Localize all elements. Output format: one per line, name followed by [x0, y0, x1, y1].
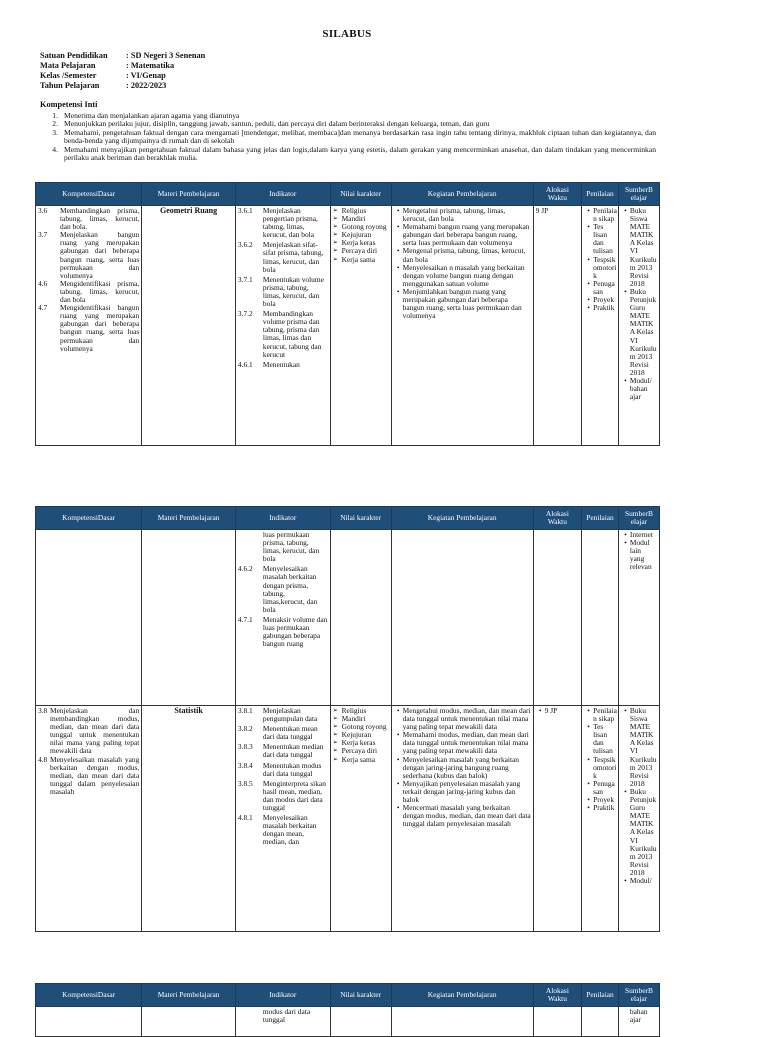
header-row — [36, 183, 660, 206]
nilai-text: Religius — [341, 706, 367, 715]
nilai-text: Gotong royong — [341, 222, 387, 232]
header-penilaian: Penilaian — [582, 507, 619, 530]
list-item — [394, 264, 531, 288]
document-title: SILABUS — [322, 28, 372, 40]
identity-value: : VI/Genap — [126, 71, 166, 80]
arrow-bullet-icon: ➢ — [332, 731, 339, 739]
bullet-icon: • — [396, 206, 400, 215]
arrow-bullet-icon: ➢ — [332, 247, 339, 255]
kd-cell — [36, 1007, 142, 1037]
nilai-text: Percaya diri — [341, 746, 378, 756]
header-alokasi: Alokasi Waktu — [533, 507, 581, 530]
list-item — [584, 756, 616, 780]
indikator-number: 3.7.2 — [237, 309, 253, 319]
alokasi-cell — [533, 530, 581, 706]
header-materi: Materi Pembelajaran — [142, 183, 236, 206]
arrow-bullet-icon: ➢ — [332, 707, 339, 714]
header-alokasi: Alokasi Waktu — [533, 183, 581, 206]
nilai-cell — [330, 530, 391, 706]
bullet-icon: • — [538, 706, 542, 715]
alokasi-cell — [533, 706, 581, 932]
sumber-text: Modul lain yang relevan — [629, 538, 652, 572]
indikator-number: 3.8.4 — [237, 760, 253, 770]
kegiatan-text: Menyelesaikan n masalah yang berkaitan dengan volume bangun ruang dengan menggunakan satuan volume — [402, 262, 525, 288]
list-item — [394, 804, 531, 828]
indikator-text: Menginterpreta sikan hasil mean, median, dan modus dari data tunggal — [262, 778, 326, 813]
indikator-text: Menyelesaikan masalah berkaitan dengan prisma, tabung, limas,kerucut, dan bola — [262, 564, 318, 614]
bullet-icon: • — [587, 206, 590, 215]
header-kegiatan: Kegiatan Pembelajaran — [391, 984, 533, 1007]
penilaian-text: Tespsik omotori k — [593, 754, 617, 780]
kegiatan-cell — [391, 706, 533, 932]
ki-item — [40, 129, 656, 146]
bullet-icon: • — [396, 803, 400, 813]
arrow-bullet-icon: ➢ — [332, 723, 339, 731]
header-indikator: Indikator — [235, 183, 330, 206]
identity-value: : Matematika — [126, 61, 175, 70]
indikator-number: 4.6.2 — [237, 564, 253, 574]
bullet-icon: • — [396, 778, 400, 788]
ki-number: 1. — [52, 111, 58, 120]
syllabus-table-1 — [35, 182, 660, 446]
bullet-icon: • — [587, 795, 590, 805]
header-materi: Materi Pembelajaran — [142, 507, 236, 530]
alokasi-cell — [533, 1007, 581, 1037]
bullet-icon: • — [396, 246, 400, 256]
ki-number: 4. — [52, 144, 58, 154]
nilai-text: Gotong royong — [341, 722, 387, 732]
header-alokasi: Alokasi Waktu — [533, 984, 581, 1007]
bullet-icon: • — [624, 538, 627, 548]
penilaian-text: Proyek — [593, 295, 615, 305]
penilaian-text: Proyek — [593, 795, 615, 805]
penilaian-text: Penuga san — [593, 278, 615, 296]
bullet-icon: • — [624, 706, 627, 715]
indikator-cell — [235, 706, 330, 932]
nilai-text: Kejujuran — [341, 230, 372, 240]
nilai-text: Percaya diri — [341, 246, 378, 256]
ki-number: 2. — [52, 119, 58, 129]
bullet-icon: • — [587, 706, 590, 715]
bullet-icon: • — [624, 530, 627, 539]
bullet-icon: • — [587, 278, 590, 288]
list-item — [584, 280, 616, 296]
list-item — [584, 304, 616, 312]
list-item — [584, 723, 616, 755]
bullet-icon: • — [396, 286, 400, 296]
indikator-number: 4.8.1 — [237, 813, 253, 823]
nilai-cell — [330, 706, 391, 932]
bullet-icon: • — [587, 754, 590, 764]
arrow-bullet-icon: ➢ — [332, 255, 339, 263]
header-sumber: SumberB elajar — [618, 984, 659, 1007]
list-item — [394, 707, 531, 731]
nilai-cell — [330, 1007, 391, 1037]
indikator-number: 4.6.1 — [237, 359, 253, 369]
indikator-text: modus dari data tunggal — [262, 1007, 311, 1025]
indikator-text: Menjelaskan pengertian prisma, tabung, limas, kerucut, dan bola — [262, 206, 318, 240]
header-sumber: SumberB elajar — [618, 507, 659, 530]
kegiatan-text: Mencermati masalah yang berkaitan dengan modus, median, dan mean dari data tunggal dalam penyelesaian masalah — [402, 803, 531, 829]
sumber-cell — [618, 706, 659, 932]
header-materi: Materi Pembelajaran — [142, 984, 236, 1007]
list-item — [394, 207, 531, 223]
penilaian-text: Tes lisan dan tulisan — [593, 722, 613, 756]
indikator-text: Menentukan — [262, 359, 300, 369]
list-item — [621, 877, 657, 885]
ki-list — [40, 112, 656, 162]
kegiatan-text: Mengenal prisma, tabung, limas, kerucut, dan bola — [402, 246, 526, 264]
indikator-text: Menjelaskan sifat-sifat prisma, tabung, limas, kerucut, dan bola — [262, 240, 324, 274]
identity-value: : SD Negeri 3 Senenan — [126, 51, 206, 60]
kd-cell — [36, 530, 142, 706]
kegiatan-text: Mengetahui prisma, tabung, limas, kerucut, dan bola — [402, 206, 506, 224]
kd-number: 3.7 — [38, 230, 48, 240]
indikator-text: Menentukan median dari data tunggal — [262, 742, 324, 760]
kegiatan-text: Menyelesaikan masalah yang berkaitan dengan jaring-jaring bangung ruang sederhana (kubus dan balok) — [402, 754, 519, 780]
bullet-icon: • — [587, 295, 590, 305]
list-item — [584, 707, 616, 723]
list-item — [394, 223, 531, 247]
sumber-text: Buku Siswa MATE MATIK A Kelas VI Kurikulu m 2013 Revisi 2018 — [629, 706, 657, 788]
list-item — [394, 288, 531, 320]
indikator-text: luas permukaan prisma, tabung, limas, kerucut, dan bola — [262, 530, 320, 564]
list-item — [621, 207, 657, 288]
indikator-text: Menentukan volume prisma, tabung, limas, kerucut, dan bola — [262, 274, 324, 309]
arrow-bullet-icon: ➢ — [332, 231, 339, 239]
arrow-bullet-icon: ➢ — [332, 747, 339, 755]
arrow-bullet-icon: ➢ — [332, 215, 339, 223]
arrow-bullet-icon: ➢ — [332, 715, 339, 723]
kegiatan-text: Mengetahui modus, median, dan mean dari data tunggal untuk menentukan nilai mana yang paling tepat mewakili data — [402, 706, 531, 732]
penilaian-cell — [582, 206, 619, 446]
penilaian-cell — [582, 1007, 619, 1037]
kd-number: 4.6 — [38, 278, 48, 288]
nilai-text: Kejujuran — [341, 730, 372, 740]
kegiatan-cell — [391, 1007, 533, 1037]
bullet-icon: • — [624, 375, 627, 385]
bullet-icon: • — [396, 222, 400, 232]
indikator-number: 3.6.2 — [237, 240, 253, 250]
bullet-icon: • — [396, 706, 400, 715]
list-item — [621, 377, 657, 401]
indikator-text: Menentukan mean dari data tunggal — [262, 724, 318, 742]
list-item — [333, 756, 389, 764]
sumber-text: bahan ajar — [629, 1007, 648, 1025]
arrow-bullet-icon: ➢ — [332, 739, 339, 747]
ki-text: Memahami, pengetahuan faktual dengan cara mengamati [mendengar, melihat, membaca]dan menanya berdasarkan rasa ingin tahu tentang dirinya, makhluk ciptaan tuhan dan kegiatannya, dan benda-benda yang dijumpainya di rumah dan di sekolah — [64, 127, 656, 146]
header-nilai: Nilai karakter — [330, 507, 391, 530]
nilai-text: Mandiri — [341, 214, 366, 224]
kd-text: Mengidentifikasi prisma, tabung, limas, kerucut, dan bola — [60, 278, 140, 305]
bullet-icon: • — [587, 303, 590, 313]
kd-cell — [36, 206, 142, 446]
list-item — [584, 804, 616, 812]
sumber-cell — [618, 1007, 659, 1037]
table-row — [36, 530, 660, 706]
ki-text: Memahami menyajikan pengetahuan faktual dalam bahasa yang jelas dan logis,dalam karya yang estetis, dalam gerakan yang mencerminkan anasehat, dan dalam tindakan yang mencerminkan perilaku anak beriman dan berakhlak mulia. — [64, 144, 656, 163]
list-item — [621, 788, 657, 877]
bullet-icon: • — [624, 786, 627, 796]
ki-heading: Kompetensi Inti — [40, 100, 98, 109]
header-kd: KompetensiDasar — [36, 984, 142, 1007]
penilaian-cell — [582, 530, 619, 706]
header-kegiatan: Kegiatan Pembelajaran — [391, 507, 533, 530]
list-item — [394, 780, 531, 804]
kd-text: Menjelaskan dan membandingkan modus, median, dan mean dari data tunggal untuk menentukan nilai mana yang paling tepat mewakili data — [50, 706, 140, 756]
kegiatan-cell — [391, 530, 533, 706]
nilai-text: Kerja keras — [341, 738, 376, 748]
arrow-bullet-icon: ➢ — [332, 223, 339, 231]
syllabus-table-2 — [35, 506, 660, 932]
penilaian-text: Penilaia n sikap — [593, 706, 617, 724]
indikator-number: 4.7.1 — [237, 614, 253, 624]
sumber-text: Modul/ — [629, 875, 652, 885]
kd-cell — [36, 706, 142, 932]
bullet-icon: • — [624, 206, 627, 215]
header-penilaian: Penilaian — [582, 984, 619, 1007]
nilai-text: Kerja sama — [341, 754, 376, 764]
alokasi-text: 9 JP — [544, 706, 558, 715]
header-sumber: SumberB elajar — [618, 183, 659, 206]
indikator-cell — [235, 1007, 330, 1037]
penilaian-text: Penuga san — [593, 778, 615, 796]
arrow-bullet-icon: ➢ — [332, 755, 339, 763]
sumber-text: Internet — [629, 530, 653, 539]
list-item — [584, 223, 616, 255]
identity-key: Tahun Pelajaran — [40, 81, 100, 90]
kd-text: Membandingkan prisma, tabung, limas, kerucut, dan bola. — [60, 206, 140, 232]
list-item — [621, 539, 657, 571]
materi-cell: Statistik — [142, 706, 236, 932]
sumber-cell — [618, 206, 659, 446]
table-row — [36, 706, 660, 932]
nilai-cell — [330, 206, 391, 446]
bullet-icon: • — [396, 730, 400, 740]
nilai-text: Mandiri — [341, 714, 366, 724]
kd-number: 4.8 — [38, 754, 48, 764]
identity-key: Satuan Pendidikan — [40, 51, 108, 60]
materi-cell — [142, 530, 236, 706]
kd-number: 3.6 — [38, 206, 48, 215]
penilaian-text: Praktik — [593, 303, 615, 313]
identity-row — [40, 51, 205, 61]
ki-text: Menerima dan menjalankan ajaran agama yang dianutnya — [64, 111, 240, 120]
bullet-icon: • — [587, 803, 590, 813]
header-row — [36, 507, 660, 530]
kegiatan-text: Memahami bangun ruang yang merupakan gabungan dari beberapa bangun ruang, serta luas permukaan dan volumenya — [402, 222, 530, 248]
header-indikator: Indikator — [235, 984, 330, 1007]
header-nilai: Nilai karakter — [330, 984, 391, 1007]
list-item — [621, 707, 657, 788]
header-indikator: Indikator — [235, 507, 330, 530]
syllabus-table-3 — [35, 983, 660, 1037]
kd-text: Menjelaskan bangun ruang yang merupakan gabungan dari beberapa bangun ruang, serta luas permukaan dan volumenya — [60, 230, 140, 280]
ki-text: Menunjukkan perilaku jujur, disiplin, tanggung jawab, santun, peduli, dan percaya diri dalam berinteraksi dengan keluarga, teman, dan guru — [64, 119, 490, 129]
kd-text: Mengidentifikasi bangun ruang yang merupakan gabungan dari beberapa bangun ruang, serta luas permukaan dan volumenya — [60, 303, 140, 353]
identity-row — [40, 71, 205, 81]
list-item — [584, 256, 616, 280]
identity-value: : 2022/2023 — [126, 81, 167, 90]
indikator-text: Menjelaskan pengumpulan data — [262, 706, 318, 724]
sumber-text: Buku Petunjuk Guru MATE MATIK A Kelas VI Kurikulu m 2013 Revisi 2018 — [629, 286, 657, 377]
sumber-text: Buku Siswa MATE MATIK A Kelas VI Kurikulu m 2013 Revisi 2018 — [629, 206, 657, 288]
kd-text: Menyelesaikan masalah yang berkaitan dengan modus, median, dan mean dari data tunggal dalam penyelesaian masalah — [50, 754, 140, 796]
header-kegiatan: Kegiatan Pembelajaran — [391, 183, 533, 206]
header-row — [36, 984, 660, 1007]
identity-row — [40, 61, 205, 71]
indikator-number: 3.8.2 — [237, 724, 253, 734]
list-item — [394, 756, 531, 780]
bullet-icon: • — [624, 286, 627, 296]
identity-row — [40, 81, 205, 91]
penilaian-cell — [582, 706, 619, 932]
list-item — [584, 207, 616, 223]
indikator-text: Menaksir volume dan luas permukaan gabungan beberapa bangun ruang — [262, 614, 328, 649]
kegiatan-cell — [391, 206, 533, 446]
kegiatan-text: Memahami modus, median, dan mean dari data tunggal untuk menentukan nilai mana yang paling tepat mewakili data — [402, 730, 529, 756]
bullet-icon: • — [624, 875, 627, 885]
bullet-icon: • — [396, 754, 400, 764]
penilaian-text: Penilaia n sikap — [593, 206, 617, 224]
indikator-text: Menentukan modus dari data tunggal — [262, 760, 322, 778]
ki-item — [40, 146, 656, 163]
materi-cell: Geometri Ruang — [142, 206, 236, 446]
list-item — [333, 256, 389, 264]
kd-number: 4.7 — [38, 303, 48, 313]
bullet-icon: • — [587, 222, 590, 232]
sumber-text: Modul/ bahan ajar — [629, 375, 652, 402]
indikator-number: 3.8.5 — [237, 778, 253, 788]
penilaian-text: Praktik — [593, 803, 615, 813]
indikator-number: 3.7.1 — [237, 274, 253, 284]
list-item — [536, 707, 579, 715]
indikator-text: Membandingkan volume prisma dan tabung, prisma dan limas, limas dan kerucut, tabung dan kerucut — [262, 309, 322, 359]
arrow-bullet-icon: ➢ — [332, 239, 339, 247]
arrow-bullet-icon: ➢ — [332, 207, 339, 214]
identity-key: Mata Pelajaran — [40, 61, 96, 70]
header-nilai: Nilai karakter — [330, 183, 391, 206]
list-item — [394, 731, 531, 755]
kd-number: 3.8 — [38, 706, 48, 715]
bullet-icon: • — [587, 254, 590, 264]
materi-cell — [142, 1007, 236, 1037]
list-item — [394, 247, 531, 263]
indikator-number: 3.6.1 — [237, 206, 253, 215]
bullet-icon: • — [396, 262, 400, 272]
header-kd: KompetensiDasar — [36, 507, 142, 530]
penilaian-text: Tes lisan dan tulisan — [593, 222, 613, 256]
indikator-text: Menyelesaikan masalah berkaitan dengan mean, median, dan — [262, 813, 317, 847]
kegiatan-text: Menjumlahkan bangun ruang yang merupakan gabungan dari beberapa bangun ruang, serta luas permukaan dan volumenya — [402, 286, 522, 321]
header-penilaian: Penilaian — [582, 183, 619, 206]
list-item — [621, 288, 657, 377]
penilaian-text: Tespsik omotori k — [593, 254, 617, 280]
nilai-text: Religius — [341, 206, 367, 215]
sumber-text: Buku Petunjuk Guru MATE MATIK A Kelas VI Kurikulu m 2013 Revisi 2018 — [629, 786, 657, 877]
nilai-text: Kerja keras — [341, 238, 376, 248]
sumber-cell — [618, 530, 659, 706]
bullet-icon: • — [587, 778, 590, 788]
identity-block — [40, 51, 205, 91]
header-kd: KompetensiDasar — [36, 183, 142, 206]
indikator-number: 3.8.1 — [237, 706, 253, 715]
bullet-icon: • — [587, 722, 590, 732]
indikator-cell — [235, 530, 330, 706]
nilai-text: Kerja sama — [341, 254, 376, 264]
kegiatan-text: Menyajikan penyelesaian masalah yang terkait dengan jaring-jaring kubus dan balok — [402, 778, 521, 805]
ki-number: 3. — [52, 127, 58, 137]
list-item — [584, 780, 616, 796]
table-row — [36, 1007, 660, 1037]
identity-key: Kelas /Semester — [40, 71, 97, 80]
indikator-cell — [235, 206, 330, 446]
indikator-number: 3.8.3 — [237, 742, 253, 752]
table-row — [36, 206, 660, 446]
alokasi-cell: 9 JP — [533, 206, 581, 446]
